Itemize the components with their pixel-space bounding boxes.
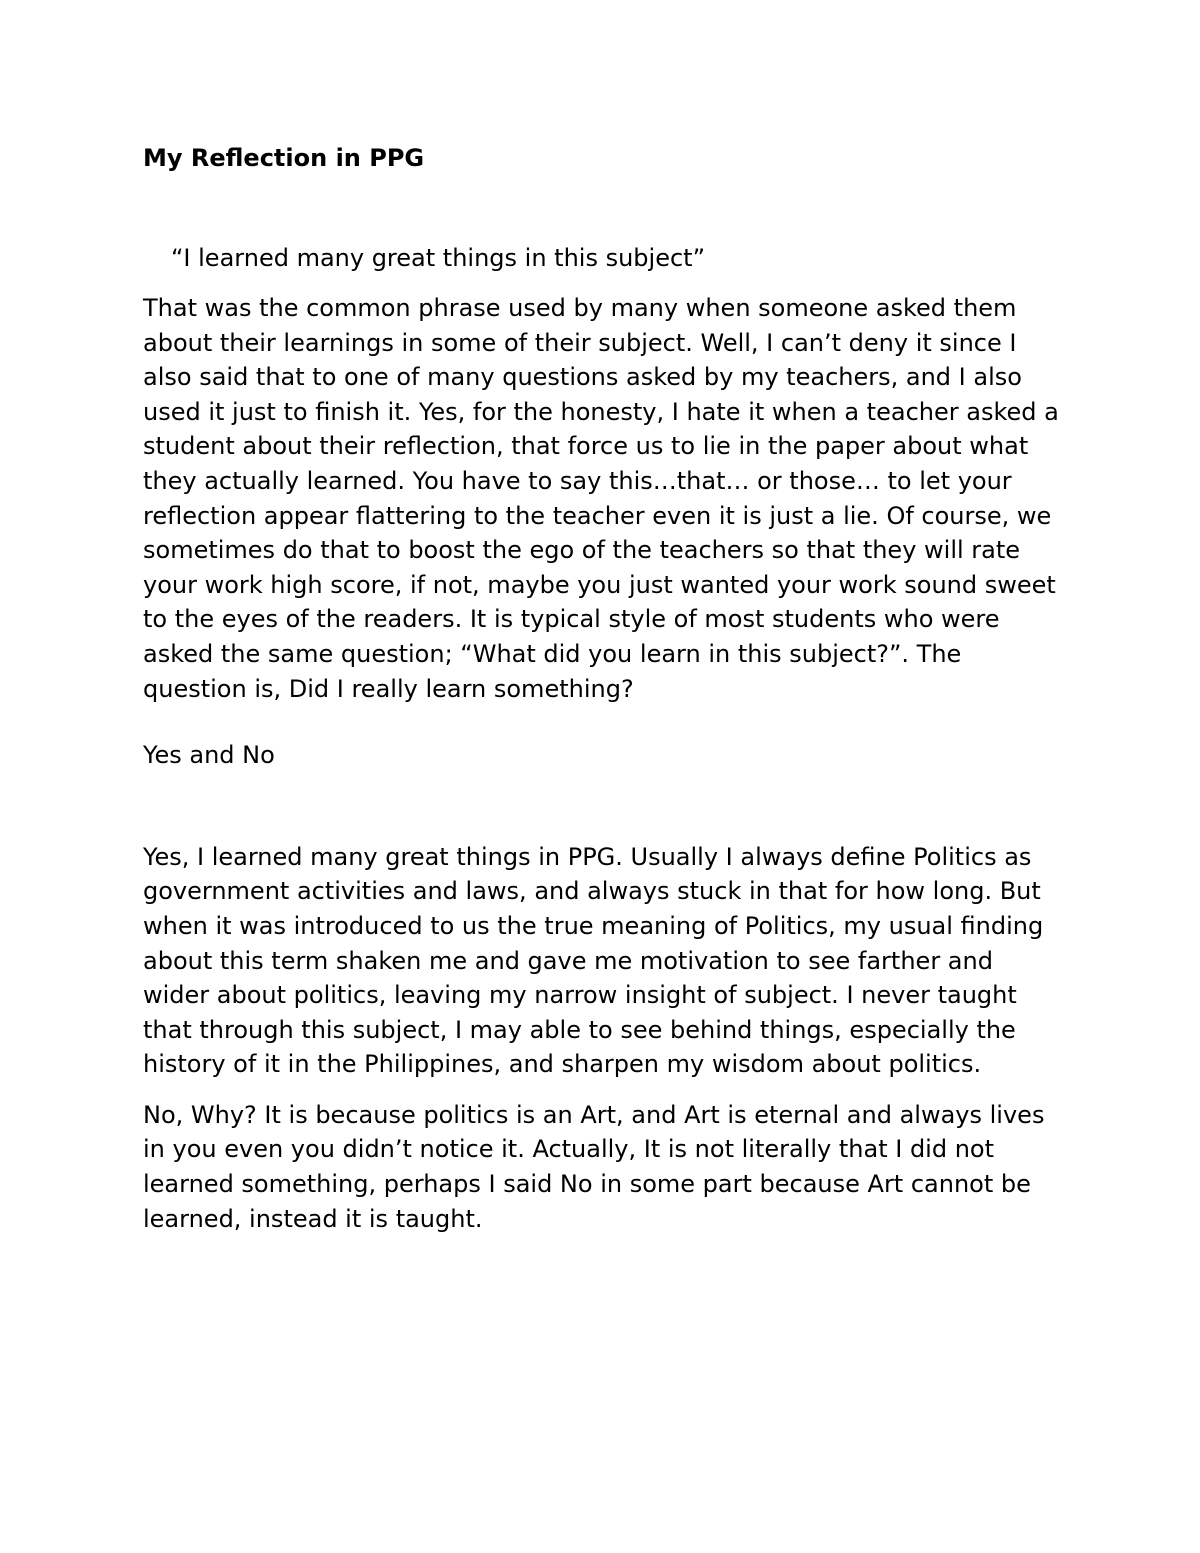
paragraph-no: No, Why? It is because politics is an Art, and Art is eternal and always lives in you even you didn’t notice it. Actually, It is not literally that I did not learned something, perhaps I said No in some part because Art cannot be learned, instead it is taught. [143,1100,1045,1233]
paragraph-yes: Yes, I learned many great things in PPG. Usually I always define Politics as government activities and laws, and always stuck in that for how long. But when it was introduced to us the true meaning of Politics, my usual finding about this term shaken me and gave me motivation to see farther and wider about politics, leaving my narrow insight of subject. I never taught that through this subject, I may able to see behind things, especially the history of it in the Philippines, and sharpen my wisdom about politics. [143,842,1044,1079]
paragraph-yes-and-no: Yes and No [143,741,275,770]
opening-quote: “I learned many great things in this subject” [171,244,705,272]
paragraph-intro: That was the common phrase used by many when someone asked them about their learnings in some of their subject. Well, I can’t deny it since I also said that to one of many questions asked by my teachers, and I also used it just to finish it. Yes, for the honesty, I hate it when a teacher asked a student about their reflection, that force us to lie in the paper about what they actually learned. You have to say this…that… or those… to let your reflection appear flattering to the teacher even it is just a lie. Of course, we sometimes do that to boost the ego of the teachers so that they will rate your work high score, if not, maybe you just wanted your work sound sweet to the eyes of the readers. It is typical style of most students who were asked the same question; “What did you learn in this subject?”. The question is, Did I really learn something? [143,294,1059,703]
document-title: My Reflection in PPG [143,144,425,172]
document-body [143,141,1063,1236]
